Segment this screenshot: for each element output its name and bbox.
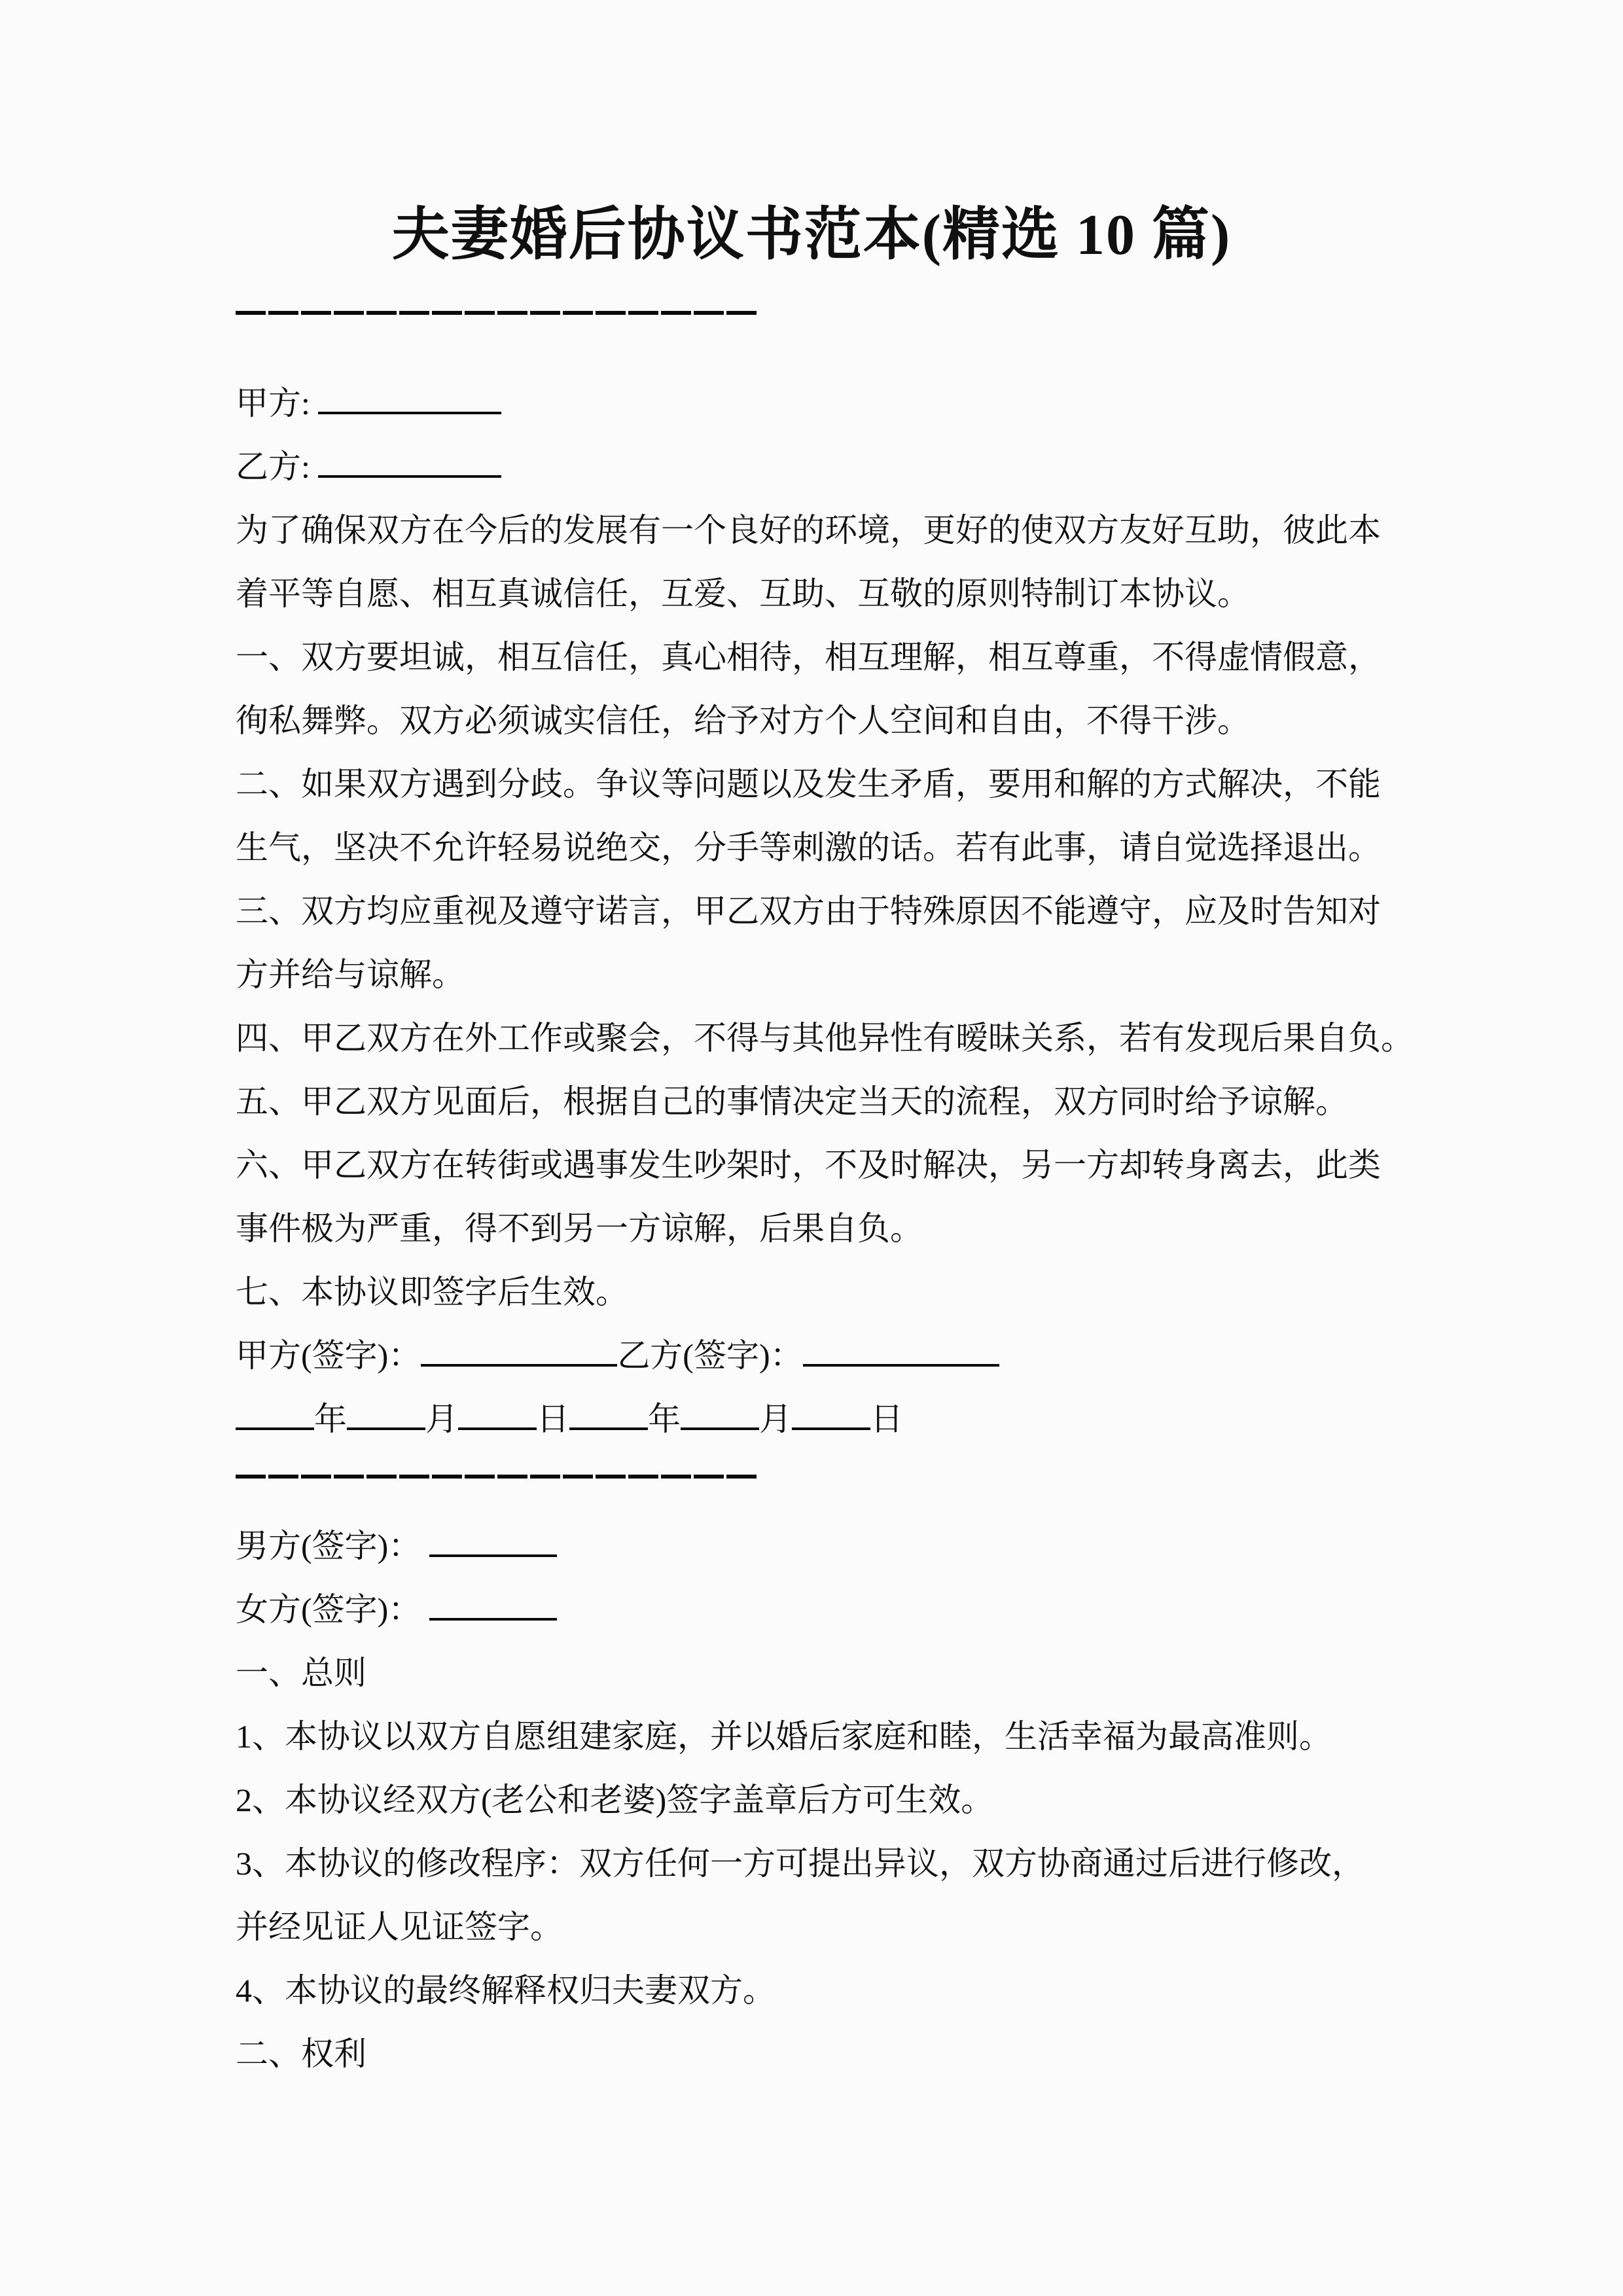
party-a-label: 甲方:: [236, 385, 310, 422]
date-blank-day-1: [458, 1396, 537, 1430]
party-a-line: [236, 372, 1387, 435]
clause-3-line-2: 方并给与谅解。: [236, 956, 465, 993]
clause-2-line-2: 生气，坚决不允许轻易说绝交，分手等刺激的话。若有此事，请自觉选择退出。: [236, 829, 1381, 866]
sign-a-blank: [421, 1333, 617, 1367]
party-b-blank: [318, 444, 501, 478]
party-b-label: 乙方:: [236, 448, 310, 485]
dash-separator-middle: [236, 1451, 1387, 1515]
section-rights-heading: 二、权利: [236, 2036, 366, 2072]
day-label-2: 日: [870, 1401, 903, 1437]
document-title: 夫妻婚后协议书范本(精选 10 篇): [391, 204, 1232, 267]
general-item-4: 4、本协议的最终解释权归夫妻双方。: [236, 1972, 776, 2009]
clause-4-line: 四、甲乙双方在外工作或聚会，不得与其他异性有暧昧关系，若有发现后果自负。: [236, 1020, 1414, 1056]
clause-2-line-1: 二、如果双方遇到分歧。争议等问题以及发生矛盾，要用和解的方式解决，不能: [236, 766, 1381, 802]
date-blank-day-2: [792, 1396, 870, 1430]
section-general-heading: 一、总则: [236, 1655, 366, 1691]
day-label-1: 日: [537, 1401, 569, 1437]
female-sign-line: [236, 1578, 1387, 1641]
male-sign-label: 男方(签字)：: [236, 1528, 421, 1564]
dash-separator-top: [236, 306, 757, 318]
dash-separator-line: [236, 311, 757, 315]
dash-separator-line: [236, 1475, 757, 1479]
clause-3-line-1: 三、双方均应重视及遵守诺言，甲乙双方由于特殊原因不能遵守，应及时告知对: [236, 893, 1381, 929]
document-body: [236, 372, 1414, 2086]
date-blank-month-2: [681, 1396, 759, 1430]
clause-6-line-1: 六、甲乙双方在转街或遇事发生吵架时，不及时解决，另一方却转身离去，此类: [236, 1147, 1381, 1183]
clause-7-line: 七、本协议即签字后生效。: [236, 1274, 628, 1310]
month-label-1: 月: [425, 1401, 458, 1437]
sign-b-blank: [803, 1333, 999, 1367]
sign-a-label: 甲方(签字)：: [236, 1337, 421, 1374]
general-item-2: 2、本协议经双方(老公和老婆)签字盖章后方可生效。: [236, 1782, 994, 1818]
party-b-line: [236, 435, 1387, 499]
male-sign-blank: [429, 1523, 557, 1557]
female-sign-blank: [429, 1587, 557, 1621]
intro-line-2: 着平等自愿、相互真诚信任，互爱、互助、互敬的原则特制订本协议。: [236, 575, 1250, 612]
general-item-1: 1、本协议以双方自愿组建家庭，并以婚后家庭和睦，生活幸福为最高准则。: [236, 1718, 1332, 1755]
year-label-1: 年: [314, 1401, 347, 1437]
clause-1-line-2: 徇私舞弊。双方必须诚实信任，给予对方个人空间和自由，不得干涉。: [236, 702, 1250, 739]
sign-b-label: 乙方(签字)：: [617, 1337, 803, 1374]
date-blank-month-1: [347, 1396, 425, 1430]
female-sign-label: 女方(签字)：: [236, 1591, 421, 1628]
party-a-blank: [318, 380, 501, 414]
year-label-2: 年: [648, 1401, 681, 1437]
general-item-3-line-2: 并经见证人见证签字。: [236, 1909, 563, 1945]
date-line: [236, 1388, 1387, 1451]
clause-6-line-2: 事件极为严重，得不到另一方谅解，后果自负。: [236, 1210, 923, 1247]
signature-line: [236, 1324, 1387, 1388]
month-label-2: 月: [759, 1401, 792, 1437]
male-sign-line: [236, 1515, 1387, 1578]
intro-line-1: 为了确保双方在今后的发展有一个良好的环境，更好的使双方友好互助，彼此本: [236, 512, 1381, 548]
clause-5-line: 五、甲乙双方见面后，根据自己的事情决定当天的流程，双方同时给予谅解。: [236, 1083, 1348, 1120]
clause-1-line-1: 一、双方要坦诚，相互信任，真心相待，相互理解，相互尊重，不得虚情假意，: [236, 639, 1381, 675]
general-item-3-line-1: 3、本协议的修改程序：双方任何一方可提出异议，双方协商通过后进行修改，: [236, 1845, 1364, 1882]
date-blank-year-2: [569, 1396, 648, 1430]
date-blank-year-1: [236, 1396, 314, 1430]
